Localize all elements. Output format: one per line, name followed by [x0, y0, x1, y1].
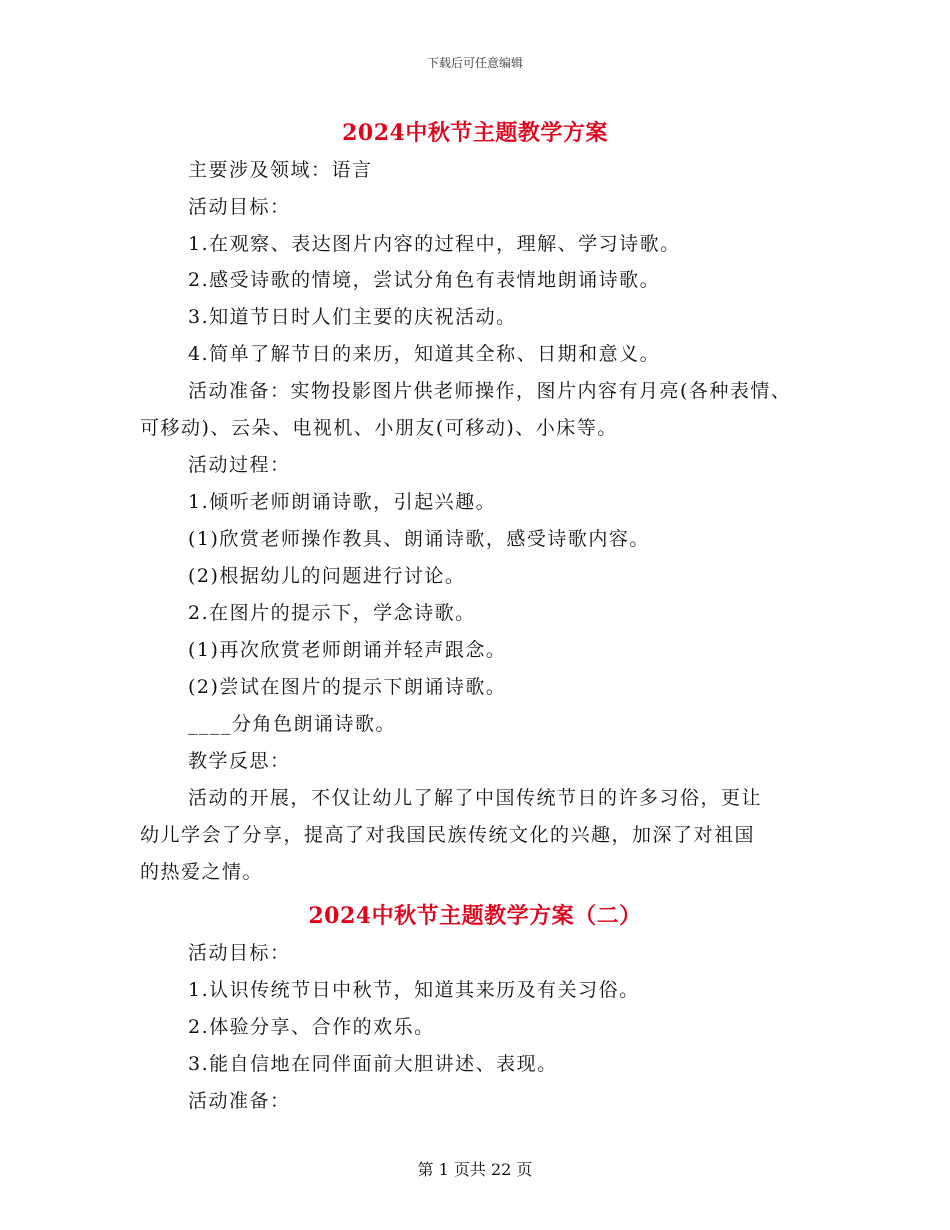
prep-line: 活动准备：实物投影图片供老师操作，图片内容有月亮(各种表情、 [188, 380, 792, 402]
domain-line: 主要涉及领域：语言 [188, 159, 373, 181]
goal-item: 1.认识传统节日中秋节，知道其来历及有关习俗。 [188, 979, 640, 1001]
process-item: (2)根据幼儿的问题进行讨论。 [188, 565, 466, 587]
reflection-heading: 教学反思： [188, 750, 291, 772]
goals-heading: 活动目标： [188, 942, 291, 964]
goal-item: 2.体验分享、合作的欢乐。 [188, 1016, 435, 1038]
goal-item: 2.感受诗歌的情境，尝试分角色有表情地朗诵诗歌。 [188, 269, 661, 291]
process-heading: 活动过程： [188, 454, 291, 476]
page-footer: 第 1 页共 22 页 [417, 1160, 533, 1179]
reflection-paragraph: 活动的开展，不仅让幼儿了解了中国传统节日的许多习俗，更让 [188, 787, 763, 809]
process-item: (2)尝试在图片的提示下朗诵诗歌。 [188, 676, 507, 698]
prep-heading: 活动准备： [188, 1090, 291, 1112]
process-item: (1)再次欣赏老师朗诵并轻声跟念。 [188, 639, 507, 661]
process-item: ____分角色朗诵诗歌。 [188, 713, 397, 735]
process-item: 1.倾听老师朗诵诗歌，引起兴趣。 [188, 491, 497, 513]
reflection-paragraph: 的热爱之情。 [140, 861, 264, 883]
section-title: 2024中秋节主题教学方案（二） [308, 903, 642, 929]
goals-heading: 活动目标： [188, 196, 291, 218]
goal-item: 3.知道节日时人们主要的庆祝活动。 [188, 306, 517, 328]
process-item: (1)欣赏老师操作教具、朗诵诗歌，感受诗歌内容。 [188, 528, 650, 550]
process-item: 2.在图片的提示下，学念诗歌。 [188, 602, 476, 624]
reflection-paragraph: 幼儿学会了分享，提高了对我国民族传统文化的兴趣，加深了对祖国 [140, 824, 756, 846]
prep-line: 可移动)、云朵、电视机、小朋友(可移动)、小床等。 [140, 417, 618, 439]
document-title: 2024中秋节主题教学方案 [342, 120, 608, 146]
goal-item: 4.简单了解节日的来历，知道其全称、日期和意义。 [188, 343, 661, 365]
goal-item: 3.能自信地在同伴面前大胆讲述、表现。 [188, 1053, 558, 1075]
header-note: 下载后可任意编辑 [426, 56, 523, 70]
goal-item: 1.在观察、表达图片内容的过程中，理解、学习诗歌。 [188, 233, 681, 255]
